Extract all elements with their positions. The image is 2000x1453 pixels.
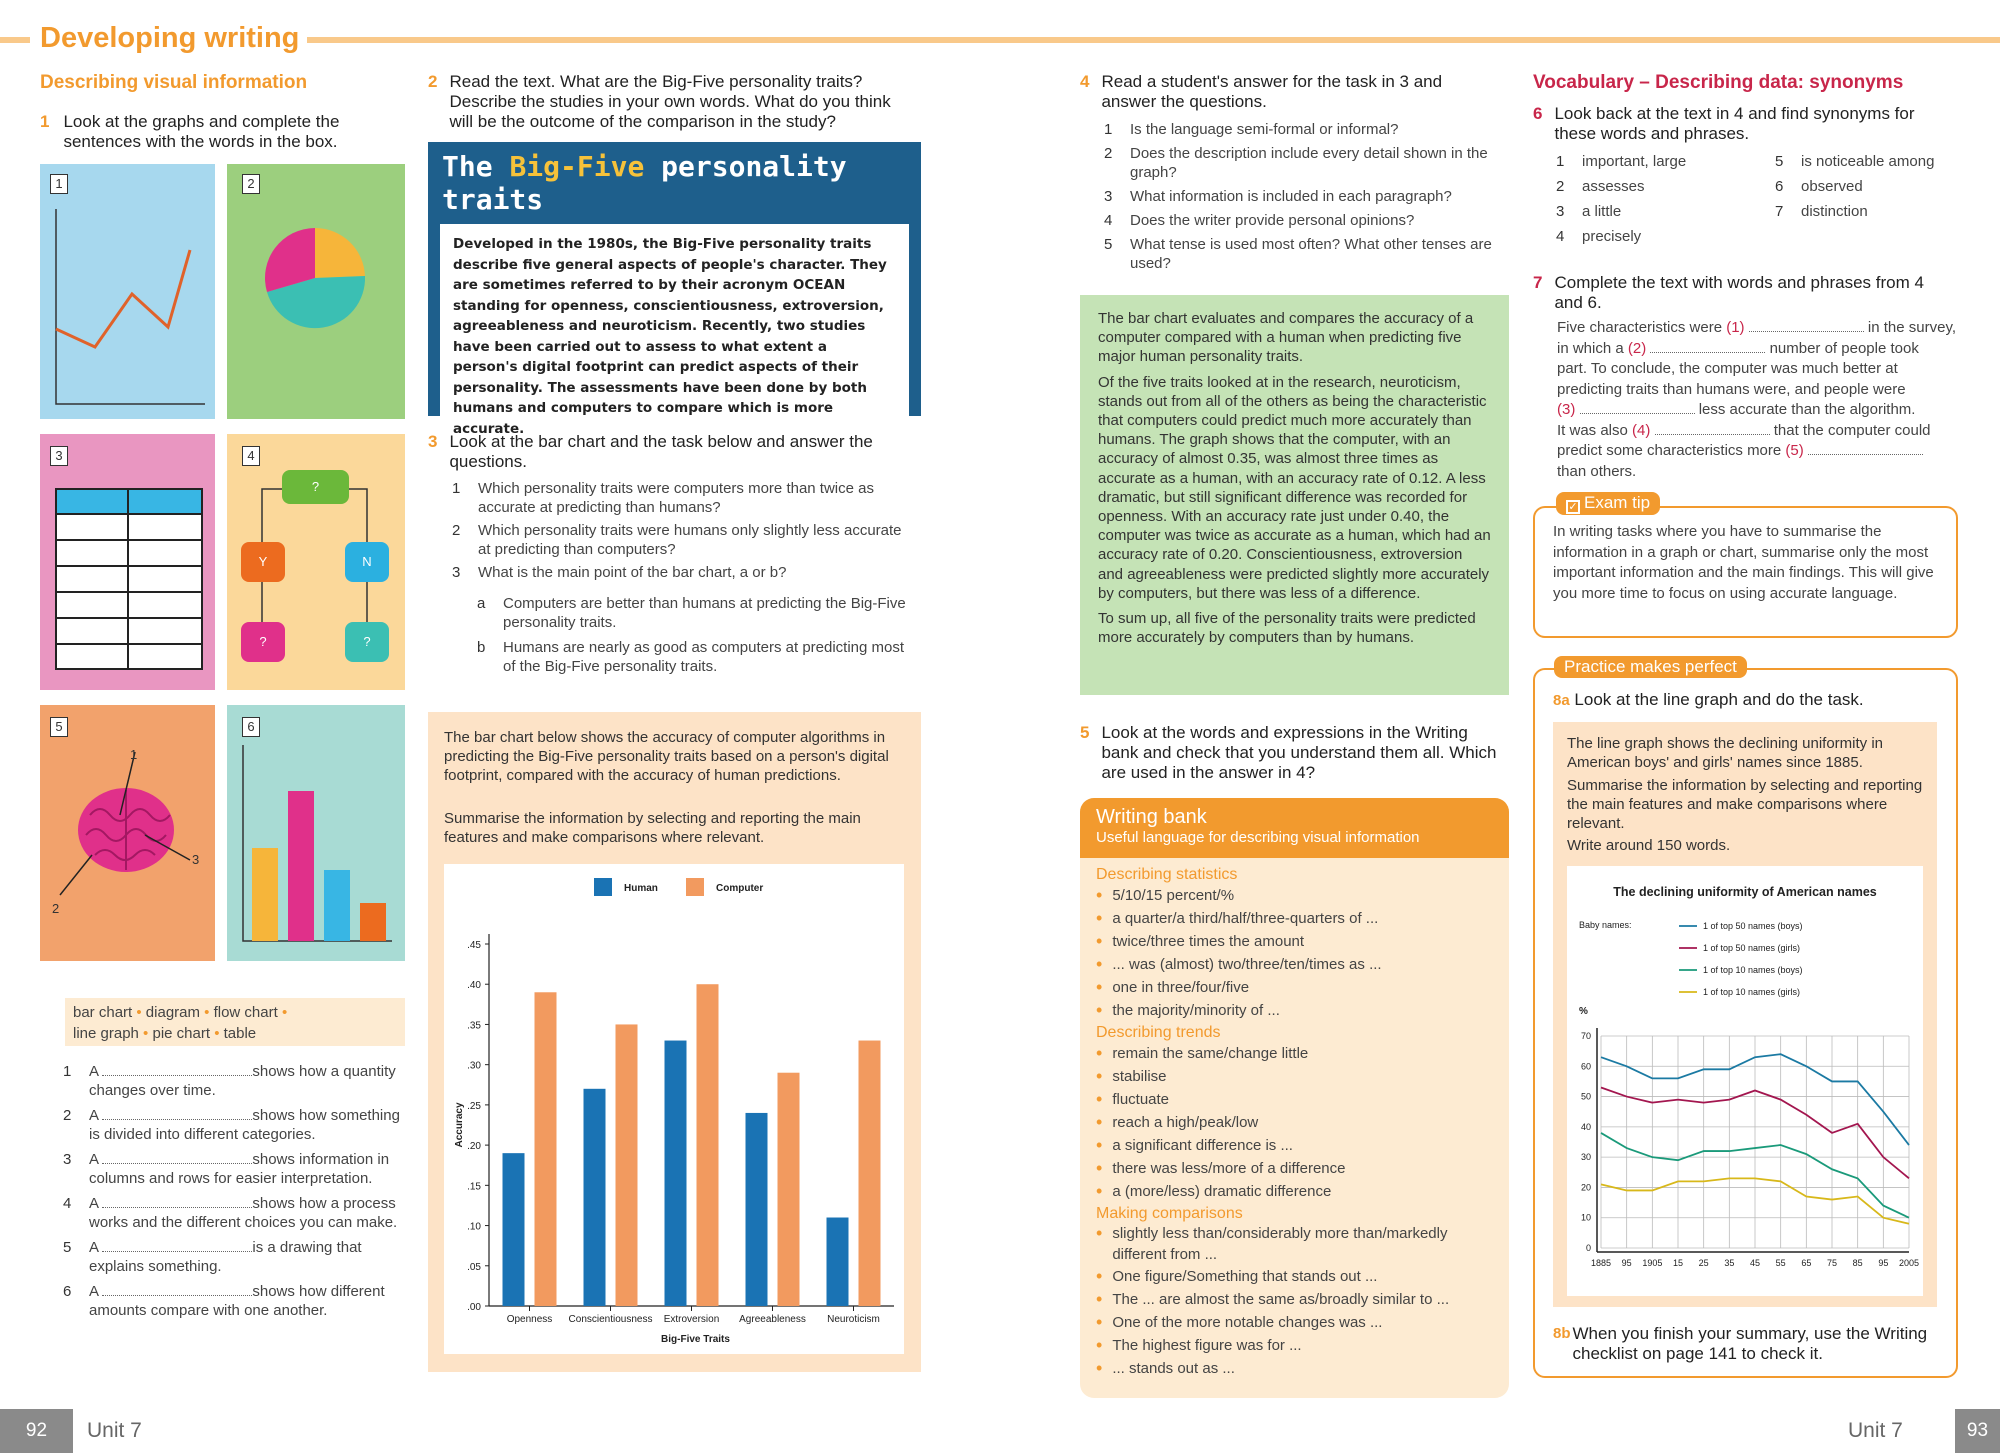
q1-items: 1 A shows how a quantity changes over time. 2 A shows how something is divided into different categories. 3 A shows information in columns and rows for easier interpretation. 4 A shows how a process works and the different choices you can make. 5 A is a drawing that explains something. 6 A shows how different amounts compare with one another. <box>63 1063 400 1319</box>
q3-items: 1 Which personality traits were computers more than twice as accurate at predicting than humans? 2 Which personality traits were humans only slightly less accurate at predicting than computers? 3 What is the main point of the bar chart, a or b? a Computers are better than humans at predicting the Big-Five personality traits. b Humans are nearly as good as computers at predicting most of the Big-Five personality traits. <box>452 480 906 675</box>
unit-label-right: Unit 7 <box>1848 1419 1903 1442</box>
line-chart <box>1567 866 1923 1296</box>
word-box: bar chart • diagram • flow chart • line graph • pie chart • table <box>65 998 405 1046</box>
y-tick-label: 50 <box>1580 1091 1591 1102</box>
exam-tip-box: In writing tasks where you have to summarise the information in a graph or chart, summarise only the most important information and the main findings. This will give you more time to focus on using accurate language. <box>1533 506 1958 638</box>
x-tick-label: 95 <box>1621 1258 1632 1268</box>
x-tick-label: 25 <box>1698 1258 1709 1268</box>
page-title: Developing writing <box>40 22 300 54</box>
y-tick-label: .05 <box>467 1261 481 1273</box>
legend-label: 1 of top 50 names (boys) <box>1703 921 1803 931</box>
header-rule-right <box>1000 37 2000 43</box>
y-tick-label: .10 <box>467 1221 481 1233</box>
q4-items: 1 Is the language semi-formal or informal? 2 Does the description include every detail shown in the graph? 3 What information is included in each paragraph? 4 Does the writer provide personal opinions? 5 What tense is used most often? What other tenses are used? <box>1104 121 1492 272</box>
x-tick-label: 1885 <box>1590 1258 1612 1268</box>
page-number-right: 93 <box>1955 1409 2000 1453</box>
y-tick-label: .15 <box>467 1181 481 1193</box>
writing-bank-subtitle: Useful language for describing visual information <box>1096 829 1420 846</box>
y-tick-label: .20 <box>467 1141 481 1153</box>
q7-gap-text: Five characteristics were (1) in the survey, in which a (2) number of people took part. To conclude, the computer was much better at predicting traits than humans were, and people were (3) less accurate than the algorithm. It was also (4) that the computer could predict some characteristics more (5) than others. <box>1557 319 1957 480</box>
x-tick-label: 15 <box>1672 1258 1684 1268</box>
x-tick-label: Agreeableness <box>739 1314 806 1325</box>
checkbox-icon: ✓ <box>1566 500 1580 514</box>
y-tick-label: 20 <box>1580 1182 1591 1193</box>
card-bar-chart: 6 <box>227 705 405 961</box>
legend-label: 1 of top 50 names (girls) <box>1703 943 1801 953</box>
unit-label-left: Unit 7 <box>87 1419 142 1442</box>
y-axis-label: % <box>1579 1006 1588 1017</box>
y-tick-label: .35 <box>467 1020 481 1032</box>
x-tick-label: 45 <box>1749 1258 1761 1268</box>
x-axis-label: Big-Five Traits <box>661 1334 730 1345</box>
card-diagram: 5 1 2 3 <box>40 705 215 961</box>
x-tick-label: 95 <box>1878 1258 1889 1268</box>
bar-computer <box>697 984 719 1306</box>
legend-title: Baby names: <box>1579 920 1632 930</box>
writing-bank: Writing bank Useful language for describing visual information Describing statistics • 5/10/15 percent/% • a quarter/a third/half/three-quarters of ... • twice/three times the amount • ... was (almost) two/three/ten/times as ... • one in three/four/five • the majority/minority of ... Describing trends • remain the same/change little • stabilise • fluctuate • reach a high/peak/low • a significant difference is ... • there was less/more of a difference • a (more/less) dramatic difference Making comparisons • slightly less than/considerably more than/markedly different from ... • One figure/Something that stands out ... • The ... are almost the same as/broadly similar to ... • One of the more notable changes was ... • The highest figure was for ... • ... stands out as ... <box>1080 798 1509 1398</box>
bar-computer <box>616 1024 638 1306</box>
y-tick-label: 10 <box>1580 1212 1591 1223</box>
vocab-right: 5 is noticeable among 6 observed 7 distinction <box>1775 153 1935 220</box>
y-tick-label: .30 <box>467 1060 481 1072</box>
x-tick-label: 85 <box>1852 1258 1863 1268</box>
card-pie-chart: 2 <box>227 164 405 419</box>
legend-label: Human <box>624 883 658 894</box>
task-box: The bar chart below shows the accuracy of computer algorithms in predicting the Big-Five personality traits based on a person's digital footprint, compared with the accuracy of human predictions. Summarise the information by selecting and reporting the main features and make comparisons where relevant. .00 .05 .10 .15 .20 .25 .30 .35 .40 .45 Openness Conscientiousness Extroversion Agreeableness Neuroticism Big-Five Traits Accuracy Human Computer <box>428 712 921 1372</box>
student-answer: The bar chart evaluates and compares the accuracy of a computer compared with a human when predicting five major human personality traits. Of the five traits looked at in the research, neuroticism, stands out from all of the others as being the characteristic that computers could predict much more accurately than humans. The graph shows that the computer, with an accuracy of almost 0.35, was almost three times as accurate as a human, with an accuracy rate of 0.12. A less dramatic, but still significant difference was recorded for openness. With an accuracy rate just under 0.40, the computer was twice as accurate as a human, which had an accuracy rate of 0.20. Conscientiousness, extroversion and agreeableness were predicted slightly more accurately by computers, but there was less of a difference. To sum up, all five of the personality traits were predicted more accurately by computers than by humans. <box>1080 295 1509 695</box>
q3-instruction: 3 Look at the bar chart and the task below and answer the questions. <box>428 432 873 471</box>
header-rule <box>307 37 1000 43</box>
x-tick-label: 1905 <box>1642 1258 1663 1268</box>
y-tick-label: 0 <box>1585 1243 1591 1253</box>
q4-instruction: 4 Read a student's answer for the task in 3 and answer the questions. <box>1080 72 1443 111</box>
x-tick-label: Openness <box>506 1314 553 1325</box>
x-tick-label: 35 <box>1724 1258 1735 1268</box>
x-tick-label: Extroversion <box>663 1314 720 1325</box>
bar-computer <box>778 1073 800 1306</box>
bar-human <box>827 1218 849 1306</box>
big-five-title: The Big-Five personality traits <box>442 150 847 216</box>
y-tick-label: 30 <box>1580 1152 1591 1163</box>
card-line-graph: 1 <box>40 164 215 419</box>
bar-human <box>746 1113 768 1306</box>
practice-box: 8a Look at the line graph and do the task. The line graph shows the declining uniformity in American boys' and girls' names since 1885. Summarise the information by selecting and reporting the main features and make comparisons where relevant. Write around 150 words. The declining uniformity of American names Baby names: 1 of top 50 names (boys) 1 of top 50 names (girls) 1 of top 10 names (boys) 1 of top 10 names (girls) % 0 10 20 30 40 50 60 70 1885 95 1905 15 25 35 45 55 65 75 85 95 2005 8b When you finish your summary, use the Writing checklist on page 141 to check it. <box>1533 668 1958 1378</box>
y-tick-label: 70 <box>1580 1031 1591 1041</box>
practice-label: Practice makes perfect <box>1554 656 1747 678</box>
bar-computer <box>535 992 557 1306</box>
chart-title: The declining uniformity of American names <box>1613 885 1877 899</box>
card-flow-chart: 4 ? Y N ? ? <box>227 434 405 690</box>
bar-chart <box>444 864 904 1354</box>
bar-human <box>503 1153 525 1306</box>
q6-instruction: 6 Look back at the text in 4 and find synonyms for these words and phrases. <box>1533 104 1915 143</box>
x-tick-label: 75 <box>1826 1258 1838 1268</box>
x-tick-label: 65 <box>1801 1258 1812 1268</box>
bar-computer <box>859 1041 881 1306</box>
y-tick-label: .00 <box>467 1302 481 1313</box>
page-number-left: 92 <box>0 1409 73 1453</box>
section-subtitle: Describing visual information <box>40 72 308 93</box>
x-tick-label: Neuroticism <box>827 1314 880 1325</box>
y-tick-label: 40 <box>1580 1121 1591 1132</box>
q7-instruction: 7 Complete the text with words and phrases from 4 and 6. <box>1533 273 1924 312</box>
y-axis-label: Accuracy <box>454 1102 465 1148</box>
bar-human <box>584 1089 606 1306</box>
y-tick-label: .40 <box>467 980 481 992</box>
x-tick-label: 55 <box>1775 1258 1786 1268</box>
writing-bank-title: Writing bank <box>1096 806 1207 828</box>
exam-tip-label: ✓ Exam tip <box>1556 492 1660 515</box>
vocab-title: Vocabulary – Describing data: synonyms <box>1533 72 1904 93</box>
legend-swatch <box>594 878 612 896</box>
q1-instruction: 1 Look at the graphs and complete the sentences with the words in the box. <box>40 112 340 151</box>
big-five-box <box>428 142 921 437</box>
brain-icon <box>40 705 215 961</box>
vocab-left: 1 important, large 2 assesses 3 a little 4 precisely <box>1556 153 1687 245</box>
q5-instruction: 5 Look at the words and expressions in the Writing bank and check that you understand them all. Which are used in the answer in 4? <box>1080 723 1497 782</box>
y-tick-label: .25 <box>467 1100 481 1112</box>
x-tick-label: Conscientiousness <box>568 1314 653 1325</box>
y-tick-label: .45 <box>467 940 481 951</box>
y-tick-label: 60 <box>1580 1061 1591 1072</box>
legend-label: 1 of top 10 names (boys) <box>1703 965 1803 975</box>
legend-label: Computer <box>716 883 764 894</box>
big-five-text: Developed in the 1980s, the Big-Five personality traits describe five general aspects of people's character. They are sometimes referred to by their acronym OCEAN standing for openness, conscientiousness, extroversion, agreeableness and neuroticism. Recently, two studies have been carried out to assess to what extent a person's digital footprint can predict aspects of their personality. The assessments have been done by both humans and computers to compare which is more accurate. <box>440 224 909 424</box>
bar-human <box>665 1041 687 1306</box>
header-rule-left <box>0 37 30 43</box>
x-tick-label: 2005 <box>1898 1258 1920 1268</box>
q2-instruction: 2 Read the text. What are the Big-Five personality traits? Describe the studies in your own words. What do you think will be the outcome of the comparison in the study? <box>428 72 891 131</box>
legend-label: 1 of top 10 names (girls) <box>1703 987 1801 997</box>
legend-swatch <box>686 878 704 896</box>
card-table: 3 <box>40 434 215 690</box>
